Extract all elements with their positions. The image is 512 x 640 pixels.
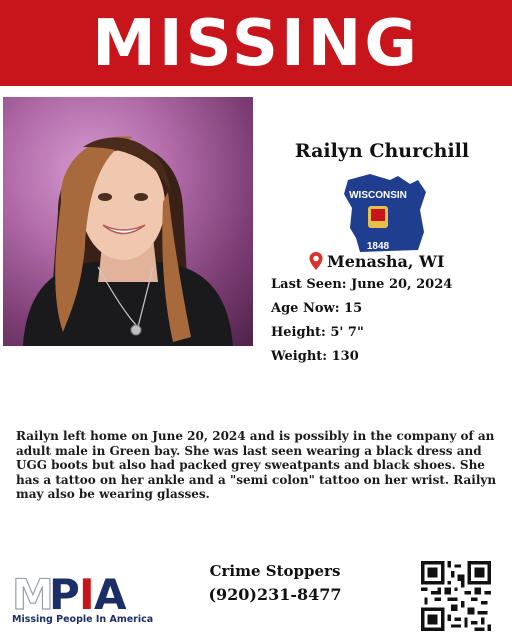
svg-text:A: A bbox=[94, 571, 127, 613]
weight: Weight: 130 bbox=[271, 349, 359, 364]
wisconsin-map-icon bbox=[340, 170, 430, 254]
crime-stoppers-phone[interactable]: (920)231-8477 bbox=[208, 585, 342, 604]
qr-code[interactable] bbox=[421, 561, 491, 631]
description-text: Railyn left home on June 20, 2024 and is possibly in the company of an adult male in Green bay. She was last seen wearing a black dress and UGG boots but also had packed grey sweatpants and black shoes. She has a tattoo on her ankle and a "semi colon" tattoo on her wrist. Railyn may also be wearing glasses. bbox=[16, 429, 497, 501]
svg-text:M: M bbox=[12, 571, 54, 613]
height: Height: 5' 7" bbox=[271, 325, 364, 340]
crime-stoppers-title: Crime Stoppers bbox=[209, 562, 341, 580]
age-now: Age Now: 15 bbox=[271, 301, 363, 316]
location-text: Menasha, WI bbox=[327, 251, 445, 271]
svg-text:P: P bbox=[49, 571, 80, 613]
missing-banner bbox=[0, 0, 512, 86]
person-name: Railyn Churchill bbox=[294, 140, 470, 162]
location-row bbox=[308, 250, 445, 272]
svg-text:I: I bbox=[79, 571, 95, 613]
banner-title: MISSING bbox=[92, 7, 420, 81]
logo-caption: Missing People In America bbox=[12, 614, 154, 625]
state-label: WISCONSIN bbox=[349, 190, 407, 201]
location-pin-icon bbox=[308, 251, 324, 271]
last-seen: Last Seen: June 20, 2024 bbox=[271, 277, 453, 292]
mpia-logo bbox=[12, 571, 132, 613]
person-photo bbox=[3, 97, 253, 346]
state-year: 1848 bbox=[366, 241, 390, 252]
